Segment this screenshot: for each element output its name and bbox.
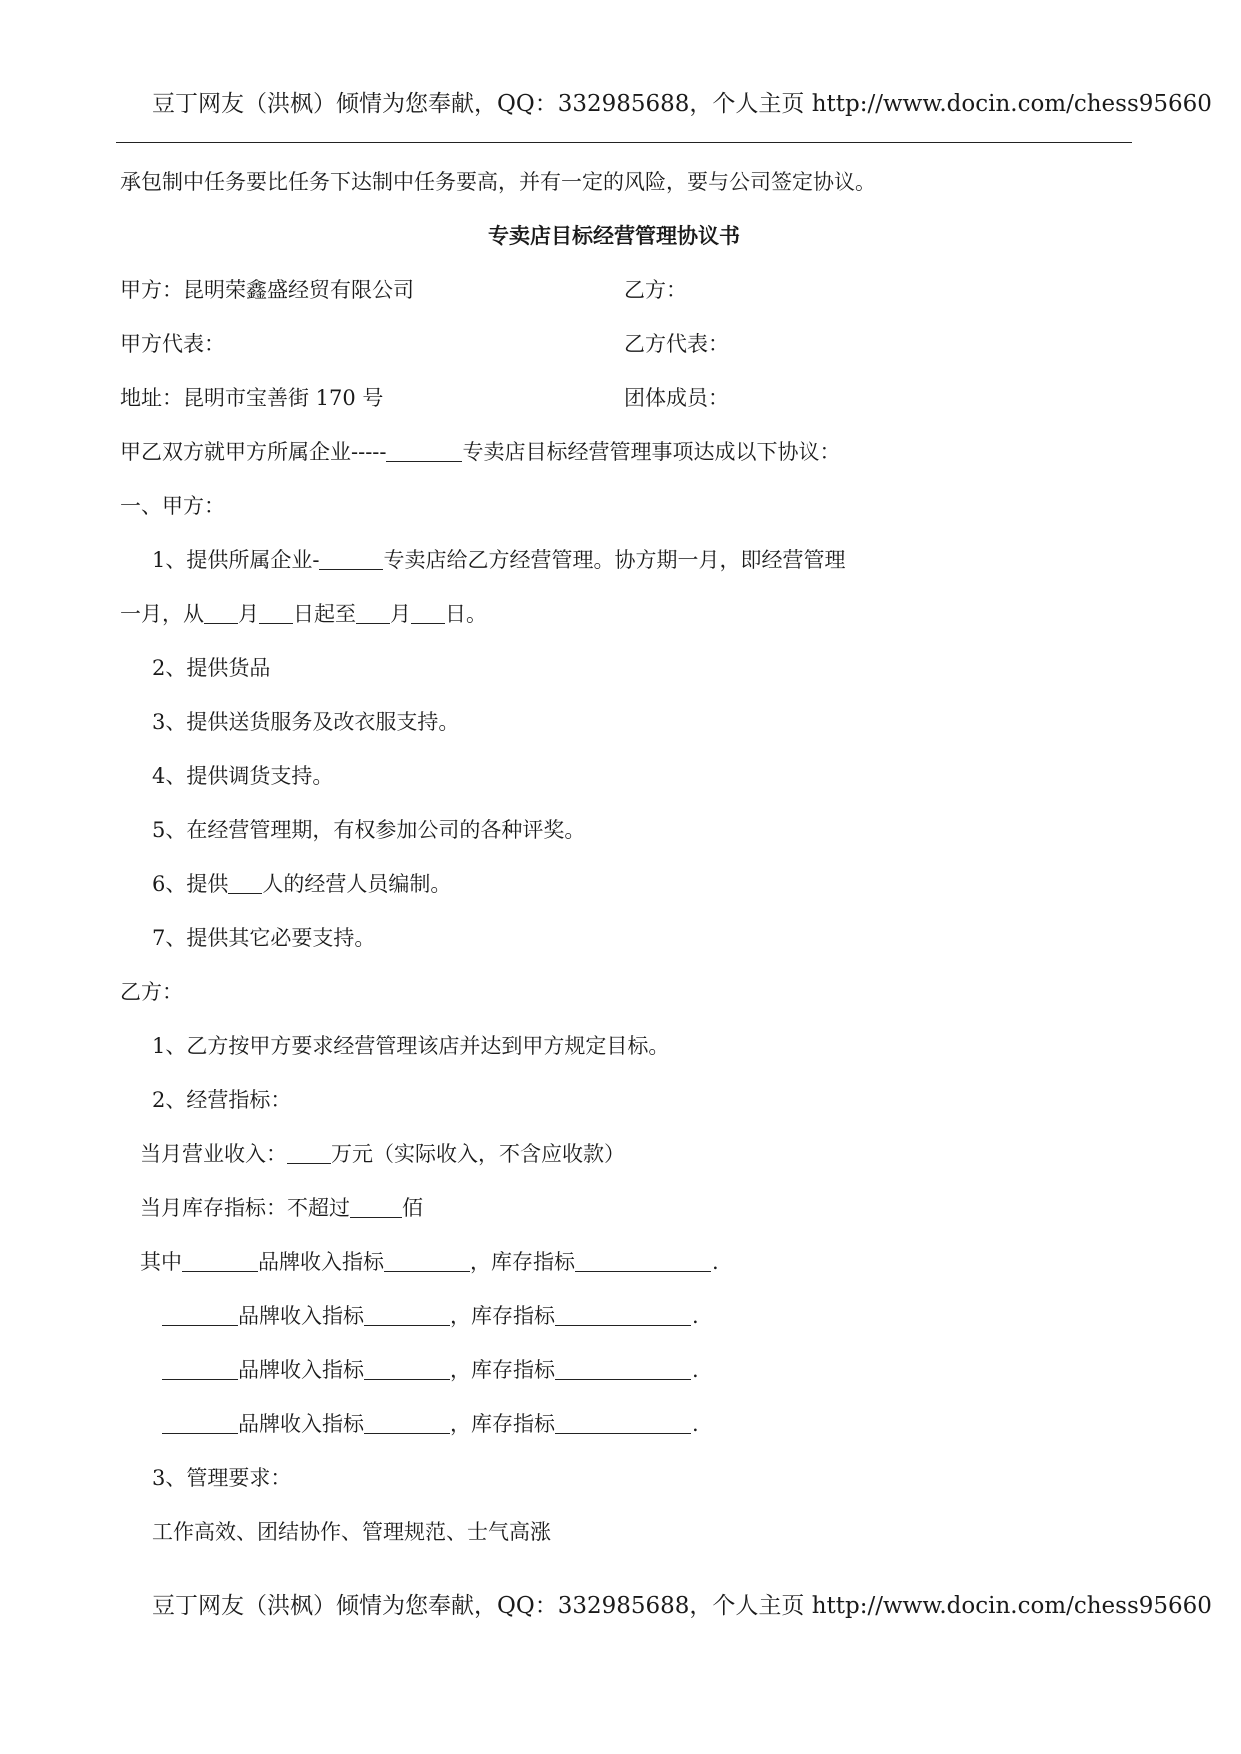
section-a-heading: 一、甲方： [120, 494, 225, 518]
a1-pre: 1、提供所属企业- [152, 548, 320, 572]
blank-field [162, 1305, 238, 1326]
blank-field [384, 1251, 470, 1272]
inventory-label: ，库存指标 [450, 1304, 555, 1328]
agreement-post: 专卖店目标经营管理事项达成以下协议： [462, 440, 841, 464]
rep-a: 甲方代表： [120, 332, 225, 356]
blank-field [364, 1413, 450, 1434]
inventory-post: 佰 [402, 1196, 423, 1220]
blank-field [386, 441, 462, 462]
period: . [692, 1358, 699, 1382]
blank-field [555, 1359, 691, 1380]
blank-field [364, 1305, 450, 1326]
a1-post: 专卖店给乙方经营管理。协方期一月，即经营管理 [383, 548, 846, 572]
blank-field [228, 873, 262, 894]
header-divider [116, 142, 1132, 143]
intro-text: 承包制中任务要比任务下达制中任务要高，并有一定的风险，要与公司签定协议。 [120, 170, 876, 194]
clause-b1: 1、乙方按甲方要求经营管理该店并达到甲方规定目标。 [152, 1034, 670, 1058]
blank-field [182, 1251, 258, 1272]
clause-a1-continued [120, 600, 487, 628]
blank-field [356, 603, 390, 624]
revenue-pre: 当月营业收入： [140, 1142, 287, 1166]
a1-cont-5: 日。 [445, 602, 487, 626]
agreement-intro [120, 438, 840, 466]
revenue-post: 万元（实际收入，不含应收款） [331, 1142, 625, 1166]
blank-field [259, 603, 293, 624]
clause-a6 [152, 870, 451, 898]
inventory-pre: 当月库存指标：不超过 [140, 1196, 350, 1220]
a6-post: 人的经营人员编制。 [262, 872, 452, 896]
clause-a4: 4、提供调货支持。 [152, 764, 334, 788]
party-b: 乙方： [624, 278, 687, 302]
brand-label: 品牌收入指标 [238, 1358, 364, 1382]
clause-a5: 5、在经营管理期，有权参加公司的各种评奖。 [152, 818, 586, 842]
period: . [692, 1412, 699, 1436]
blank-field [350, 1197, 402, 1218]
address: 地址：昆明市宝善街 170 号 [120, 386, 384, 410]
section-b-heading: 乙方： [120, 980, 183, 1004]
brand-row [162, 1356, 699, 1384]
blank-field [411, 603, 445, 624]
blank-field [287, 1143, 331, 1164]
blank-field [364, 1359, 450, 1380]
brand-row [140, 1248, 719, 1276]
inventory-label: ，库存指标 [450, 1358, 555, 1382]
blank-field [162, 1413, 238, 1434]
brand-label: 品牌收入指标 [238, 1412, 364, 1436]
clause-a7: 7、提供其它必要支持。 [152, 926, 376, 950]
clause-b2: 2、经营指标： [152, 1088, 292, 1112]
agreement-pre: 甲乙双方就甲方所属企业----- [120, 440, 387, 464]
a1-cont-3: 日起至 [293, 602, 356, 626]
blank-field [319, 549, 383, 570]
period: . [692, 1304, 699, 1328]
clause-b3: 3、管理要求： [152, 1466, 292, 1490]
inventory-label: ，库存指标 [450, 1412, 555, 1436]
blank-field [555, 1305, 691, 1326]
blank-field [575, 1251, 711, 1272]
clause-a1 [152, 546, 845, 574]
blank-field [204, 603, 238, 624]
a1-cont-2: 月 [238, 602, 259, 626]
brand-row [162, 1302, 699, 1330]
brand-first-prefix: 其中 [140, 1250, 182, 1274]
brand-label: 品牌收入指标 [238, 1304, 364, 1328]
page-header: 豆丁网友（洪枫）倾情为您奉献，QQ：332985688，个人主页 http://www.docin.com/chess95660 [152, 91, 1212, 117]
blank-field [162, 1359, 238, 1380]
clause-a2: 2、提供货品 [152, 656, 271, 680]
brand-label: 品牌收入指标 [258, 1250, 384, 1274]
a6-pre: 6、提供 [152, 872, 229, 896]
a1-cont-4: 月 [390, 602, 411, 626]
page-footer: 豆丁网友（洪枫）倾情为您奉献，QQ：332985688，个人主页 http://www.docin.com/chess95660 [152, 1593, 1212, 1619]
inventory-target [140, 1194, 423, 1222]
document-title: 专卖店目标经营管理协议书 [488, 223, 740, 248]
inventory-label: ，库存指标 [470, 1250, 575, 1274]
period: . [712, 1250, 719, 1274]
revenue-target [140, 1140, 625, 1168]
blank-field [555, 1413, 691, 1434]
a1-cont-1: 一月，从 [120, 602, 204, 626]
party-a: 甲方：昆明荣鑫盛经贸有限公司 [120, 278, 414, 302]
rep-b: 乙方代表： [624, 332, 729, 356]
members: 团体成员： [624, 386, 729, 410]
brand-row [162, 1410, 699, 1438]
clause-a3: 3、提供送货服务及改衣服支持。 [152, 710, 460, 734]
management-requirements: 工作高效、团结协作、管理规范、士气高涨 [152, 1520, 551, 1544]
